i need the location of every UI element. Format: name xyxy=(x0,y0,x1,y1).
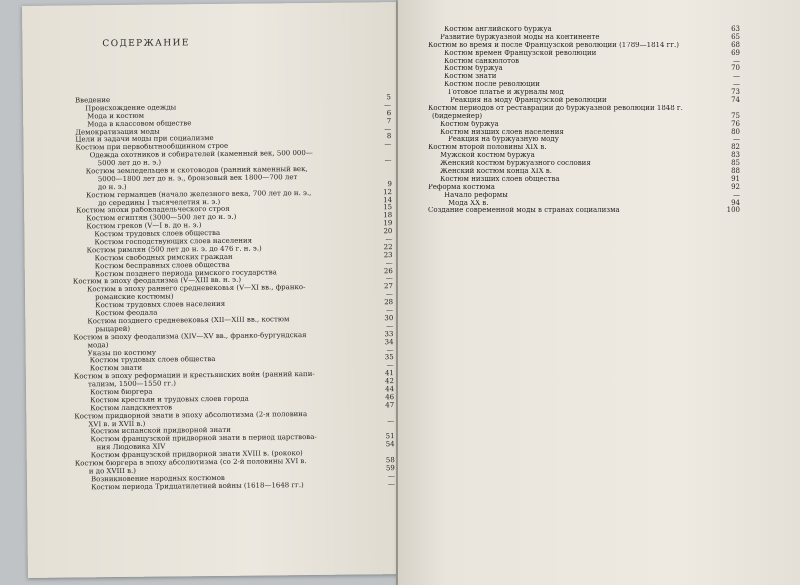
entry-page-number: — xyxy=(733,56,740,65)
entry-title: Возникновение народных костюмов xyxy=(90,473,225,484)
entry-title: до середины I тысячелетия н. э.) xyxy=(98,197,221,207)
entry-title: Костюм трудовых слоев населения xyxy=(95,300,226,310)
entry-title: и до XVIII в.) xyxy=(88,466,137,476)
right-toc-entry xyxy=(428,105,740,113)
entry-page-number: 68 xyxy=(731,40,740,49)
entry-title: Костюм испанской придворной знати xyxy=(90,426,231,436)
right-toc-entry xyxy=(428,168,740,176)
entry-title: Костюм свободных римских граждан xyxy=(94,252,233,263)
entry-title: Костюм санкюлотов xyxy=(444,57,520,65)
entry-title: Костюм трудовых слоев общества xyxy=(89,355,216,365)
entry-page-number: 22 xyxy=(383,243,393,252)
entry-title: Костюм бюргера в эпоху абсолютизма (со 2-й половины XVI в. xyxy=(74,457,307,468)
entry-title: Костюм римлян (500 лет до н. э. до 476 г. н. э.) xyxy=(86,244,262,255)
entry-title: Костюм времен Французской революции xyxy=(444,49,597,57)
entry-title: Костюм придворной знати в эпоху абсолютизма (2-я половина xyxy=(74,410,308,421)
entry-page-number: — xyxy=(386,345,394,354)
entry-title: Костюм при первобытнообщинном строе xyxy=(75,142,229,152)
entry-page-number: 85 xyxy=(731,159,740,168)
entry-page-number: 14 xyxy=(383,195,393,204)
entry-page-number: 42 xyxy=(384,377,394,386)
right-toc-entry xyxy=(428,152,740,160)
right-toc-entry xyxy=(428,129,740,137)
entry-title: Костюм бюргера xyxy=(90,387,153,397)
entry-page-number: — xyxy=(384,124,392,133)
entry-page-number: — xyxy=(386,306,394,315)
entry-title: Костюм буржуа xyxy=(440,120,499,128)
entry-title: Костюм низших слоев общества xyxy=(440,175,560,183)
right-toc-entry xyxy=(428,97,740,105)
entry-page-number: 30 xyxy=(384,314,394,323)
entry-page-number: — xyxy=(733,135,740,144)
entry-page-number: 70 xyxy=(731,64,740,73)
entry-page-number: — xyxy=(387,416,395,425)
right-toc-entry xyxy=(428,192,740,200)
entry-title: Костюм трудовых слоев общества xyxy=(94,229,221,239)
entry-page-number: 5 xyxy=(386,93,392,102)
entry-page-number: 94 xyxy=(731,198,740,207)
entry-page-number: 92 xyxy=(731,182,740,191)
entry-title: Мода в классовом обществе xyxy=(87,118,192,128)
entry-title: Реакция на моду Французской революции xyxy=(450,97,607,105)
entry-page-number: — xyxy=(384,101,392,110)
right-toc-entry xyxy=(428,50,740,58)
contents-heading: СОДЕРЖАНИЕ xyxy=(102,38,190,50)
entry-title: XVI в. и XVII в.) xyxy=(88,419,146,428)
entry-title: Мода XX в. xyxy=(448,199,489,207)
right-toc-entry xyxy=(428,121,740,129)
entry-page-number: 51 xyxy=(385,432,395,441)
right-toc-entry xyxy=(428,160,740,168)
entry-title: Женский костюм буржуазного сословия xyxy=(440,160,591,168)
entry-title: ния Людовика XIV xyxy=(96,442,166,452)
entry-title: Костюм германцев (начало железного века, 700 лет до н. э., xyxy=(85,189,312,200)
entry-page-number: 75 xyxy=(731,111,740,120)
right-toc-entry xyxy=(428,34,740,42)
entry-page-number: 8 xyxy=(386,132,392,141)
entry-title: Начало реформы xyxy=(444,191,508,199)
entry-title: Костюм в эпоху реформации и крестьянских войн (ранний капи- xyxy=(73,370,315,381)
entry-title: Реакция на буржуазную моду xyxy=(448,136,559,144)
entry-page-number: 69 xyxy=(731,48,740,57)
entry-title: рыцарей) xyxy=(95,324,131,334)
entry-title: романские костюмы) xyxy=(95,292,174,302)
entry-title: Костюм в эпоху феодализма (V—XIII вв. н. э.) xyxy=(72,276,242,286)
entry-page-number: — xyxy=(385,274,393,283)
entry-title: Костюм буржуа xyxy=(444,65,503,73)
entry-page-number: 7 xyxy=(386,116,392,125)
entry-title: Костюм ландскнехтов xyxy=(90,403,173,413)
entry-page-number: — xyxy=(386,321,394,331)
right-toc-entry xyxy=(428,65,740,73)
entry-page-number: 76 xyxy=(731,119,740,128)
entry-page-number: 63 xyxy=(731,25,740,33)
entry-page-number: — xyxy=(384,156,392,165)
entry-page-number: 80 xyxy=(731,127,740,136)
entry-page-number: — xyxy=(733,190,740,199)
entry-title: Костюм бесправных слоев общества xyxy=(94,260,230,270)
entry-page-number: — xyxy=(385,258,393,267)
entry-title: Костюм периодов от реставрации до буржуазной революции 1848 г. xyxy=(428,104,683,112)
entry-page-number: 12 xyxy=(383,187,393,196)
entry-title: Демократизация моды xyxy=(75,127,160,137)
entry-title: Костюм в эпоху феодализма (XIV—XV вв., франко-бургундская xyxy=(73,331,307,342)
right-toc-entry xyxy=(428,26,740,34)
right-toc-entry xyxy=(428,176,740,184)
entry-title: мода) xyxy=(87,340,109,349)
right-toc-entry xyxy=(428,58,740,66)
entry-page-number: 44 xyxy=(385,385,395,394)
entry-page-number: — xyxy=(733,72,740,81)
entry-title: Костюм крестьян и трудовых слоев города xyxy=(90,394,249,405)
entry-page-number: — xyxy=(384,140,392,149)
entry-title: Костюм греков (V—I в. до н. э.) xyxy=(86,221,202,231)
entry-page-number: 54 xyxy=(385,440,395,449)
entry-page-number: 59 xyxy=(385,463,395,473)
entry-title: Костюм английского буржуа xyxy=(444,26,552,33)
right-toc-entry xyxy=(428,144,740,152)
entry-page-number: 47 xyxy=(385,400,395,409)
entry-page-number: 6 xyxy=(386,108,392,117)
entry-title: Костюм знати xyxy=(444,73,497,81)
entry-page-number: 34 xyxy=(384,337,394,346)
entry-title: 5000—1800 лет до н. э., бронзовый век 1800—700 лет xyxy=(97,173,298,184)
right-toc-entry xyxy=(428,73,740,81)
entry-title: Костюм во время и после Французской революции (1789—1814 гг.) xyxy=(428,41,679,49)
entry-page-number: 20 xyxy=(383,227,393,236)
entry-title: Костюм позднего периода римского государства xyxy=(94,267,277,278)
entry-title: Готовое платье и журналы мод xyxy=(448,89,564,97)
entry-page-number: 100 xyxy=(726,206,740,215)
entry-title: 5000 лет до н. э.) xyxy=(97,158,162,168)
entry-page-number: 82 xyxy=(731,143,740,152)
entry-page-number: 9 xyxy=(387,179,392,188)
right-toc-entry xyxy=(428,113,740,121)
entry-title: тализм, 1500—1550 гг.) xyxy=(87,379,177,389)
entry-page-number: 73 xyxy=(731,88,740,97)
entry-title: Мужской костюм буржуа xyxy=(440,152,535,160)
entry-page-number: 35 xyxy=(384,353,394,362)
right-toc-entry xyxy=(428,136,740,144)
entry-title: Костюм египтян (3000—500 лет до н. э.) xyxy=(86,213,237,223)
entry-title: Костюм французской придворной знати XVIII в. (рококо) xyxy=(90,449,303,460)
entry-page-number: 65 xyxy=(731,32,740,41)
entry-page-number: 28 xyxy=(384,298,394,307)
entry-page-number: 15 xyxy=(383,203,393,212)
entry-page-number: — xyxy=(386,361,394,370)
entry-page-number: 83 xyxy=(731,151,740,160)
entry-page-number: — xyxy=(385,235,393,244)
entry-title: Костюм эпохи рабовладельческого строя xyxy=(76,205,230,215)
entry-title: Мода и костюм xyxy=(87,111,145,121)
entry-page-number: 26 xyxy=(383,266,393,275)
entry-title: Создание современной моды в странах социализма xyxy=(428,207,620,215)
entry-page-number: — xyxy=(733,80,740,89)
entry-page-number: 46 xyxy=(385,392,395,402)
entry-title: Женский костюм конца XIX в. xyxy=(440,168,552,176)
entry-title: Костюм феодала xyxy=(95,308,158,318)
entry-title: Развитие буржуазной моды на континенте xyxy=(440,33,600,41)
right-toc-entry xyxy=(428,184,740,192)
entry-page-number: 58 xyxy=(385,456,395,465)
entry-page-number: 91 xyxy=(731,174,740,183)
entry-title: Костюм господствующих слоев населения xyxy=(94,236,253,247)
entry-page-number: 74 xyxy=(731,96,740,105)
entry-title: Костюм второй половины XIX в. xyxy=(428,144,547,152)
right-toc-entry xyxy=(428,207,740,215)
entry-title: Костюм земледельцев и скотоводов (ранний каменный век, xyxy=(85,165,308,176)
entry-title: Костюм периода Тридцатилетней войны (1618—1648 гг.) xyxy=(91,481,304,491)
entry-title: (бидермейер) xyxy=(432,112,483,120)
entry-page-number: 19 xyxy=(383,219,393,228)
entry-page-number: — xyxy=(385,290,394,299)
right-toc-entry xyxy=(428,81,740,89)
entry-title: Цели и задачи моды при социализме xyxy=(75,134,214,144)
right-toc-list xyxy=(428,26,740,215)
entry-title: Костюм знати xyxy=(89,364,143,373)
entry-title: Введение xyxy=(74,96,111,105)
right-toc-entry xyxy=(428,200,740,208)
entry-page-number: — xyxy=(387,471,395,480)
entry-title: до н. э.) xyxy=(97,182,127,192)
right-toc-entry xyxy=(428,89,740,97)
entry-title: Происхождение одежды xyxy=(85,103,177,113)
entry-title: Костюм французской придворной знати в период царствова- xyxy=(90,433,317,444)
entry-title: Указы по костюму xyxy=(87,348,157,357)
right-toc-entry xyxy=(428,42,740,50)
entry-title: Костюм низших слоев населения xyxy=(440,128,564,136)
entry-page-number: 88 xyxy=(731,167,740,176)
entry-title: Реформа костюма xyxy=(428,183,495,191)
left-toc-list xyxy=(71,94,395,492)
entry-page-number: 41 xyxy=(384,369,394,378)
entry-page-number: 27 xyxy=(383,282,393,291)
entry-title: Одежда охотников и собирателей (каменный век, 500 000— xyxy=(89,149,313,160)
entry-title: Костюм после революции xyxy=(444,81,540,89)
entry-title: Костюм в эпоху раннего средневековья (V—XI вв., франко- xyxy=(86,283,306,294)
left-page xyxy=(22,2,406,578)
entry-page-number: 33 xyxy=(384,329,394,338)
entry-page-number: 23 xyxy=(383,250,393,260)
entry-page-number: — xyxy=(387,479,396,488)
entry-page-number: 18 xyxy=(383,211,393,220)
entry-title: Костюм позднего средневековья (XII—XIII вв., костюм xyxy=(87,315,290,326)
right-page xyxy=(398,0,800,585)
